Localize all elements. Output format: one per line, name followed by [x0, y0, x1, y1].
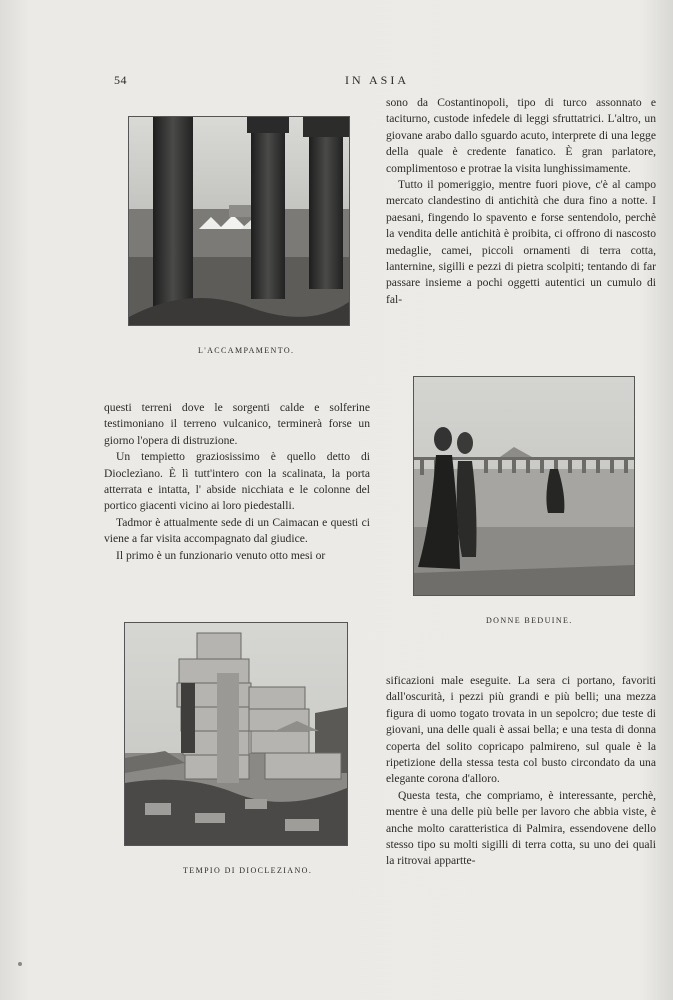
text-column-middle-left [104, 400, 370, 564]
page-number: 54 [114, 73, 127, 87]
paragraph: Tutto il pomeriggio, mentre fuori piove, c'è al campo mercato clandestino di antichità che dura fino a notte. I paesani, fingendo lo spavento e forse sentendolo, perchè la vendita delle antichità è proibita, ci offrono di nascosto medaglie, camei, piccoli ornamenti di terra cotta, lanternine, sigilli e pezzi di pietra scolpiti; tentando di far passare insieme a pochi oggetti autentici un cumulo di fal- [386, 178, 656, 306]
photo-temple-diocletian [124, 622, 348, 846]
paragraph: questi terreni dove le sorgenti calde e solferine testimoniano il terreno vulcanico, terminerà forse un giorno l'opera di distruzione. [104, 401, 370, 447]
photo-temple-image [125, 623, 347, 845]
page-speck [18, 962, 22, 966]
text-column-bottom-right [386, 673, 656, 870]
photo-camp [128, 116, 350, 326]
caption-bedouin-women: DONNE BEDUINE. [486, 616, 573, 625]
photo-bedouin-image [414, 377, 634, 595]
paragraph: Tadmor è attualmente sede di un Caimacan e questi ci viene a far visita accompagnato dal giudice. [104, 515, 370, 546]
paragraph: Un tempietto graziosissimo è quello detto di Dioclezìano. È lì tutt'intero con la scalinata, la porta atterrata e intatta, l' abside nicchiata e le colonne del portico giacenti vicino ai loro piedestalli. [104, 450, 370, 513]
paragraph: Questa testa, che compriamo, è interessante, perchè, mentre è una delle più belle per lavoro che abbia viste, è anche molto caratteristica di Palmira, essendovene dello stesso tipo su molti sigilli di terra cotta, su uno dei quali la ritrovai appartte- [386, 788, 656, 868]
paragraph: sono da Costantinopoli, tipo di turco assonnato e taciturno, custode infedele di leggi sfruttatrici. L'altro, un giovane arabo dallo sguardo acuto, interprete di una legge della quale è credente fanatico. È gran parlatore, complimentoso e protrae la visita lunghissimamente. [386, 96, 656, 175]
running-title: IN ASIA [345, 73, 410, 87]
caption-camp: L'ACCAMPAMENTO. [198, 346, 295, 355]
photo-camp-image [129, 117, 349, 325]
text-column-top-right [386, 95, 656, 308]
photo-bedouin-women [413, 376, 635, 596]
caption-temple-diocletian: TEMPIO DI DIOCLEZIANO. [183, 866, 313, 875]
paragraph: Il primo è un funzionario venuto otto mesi or [116, 548, 326, 562]
paragraph: sificazioni male eseguite. La sera ci portano, favoriti dall'oscurità, i pezzi più grandi e più belli; una mezza figura di uomo togato trovata in un sepolcro; due teste di giovani, una delle quali è assai bella; e una testa di donna coperta del solito copricapo palmireno, sul quale è la ripetizione della stessa testa col busto circondato da una elegante corona d'alloro. [386, 674, 656, 786]
